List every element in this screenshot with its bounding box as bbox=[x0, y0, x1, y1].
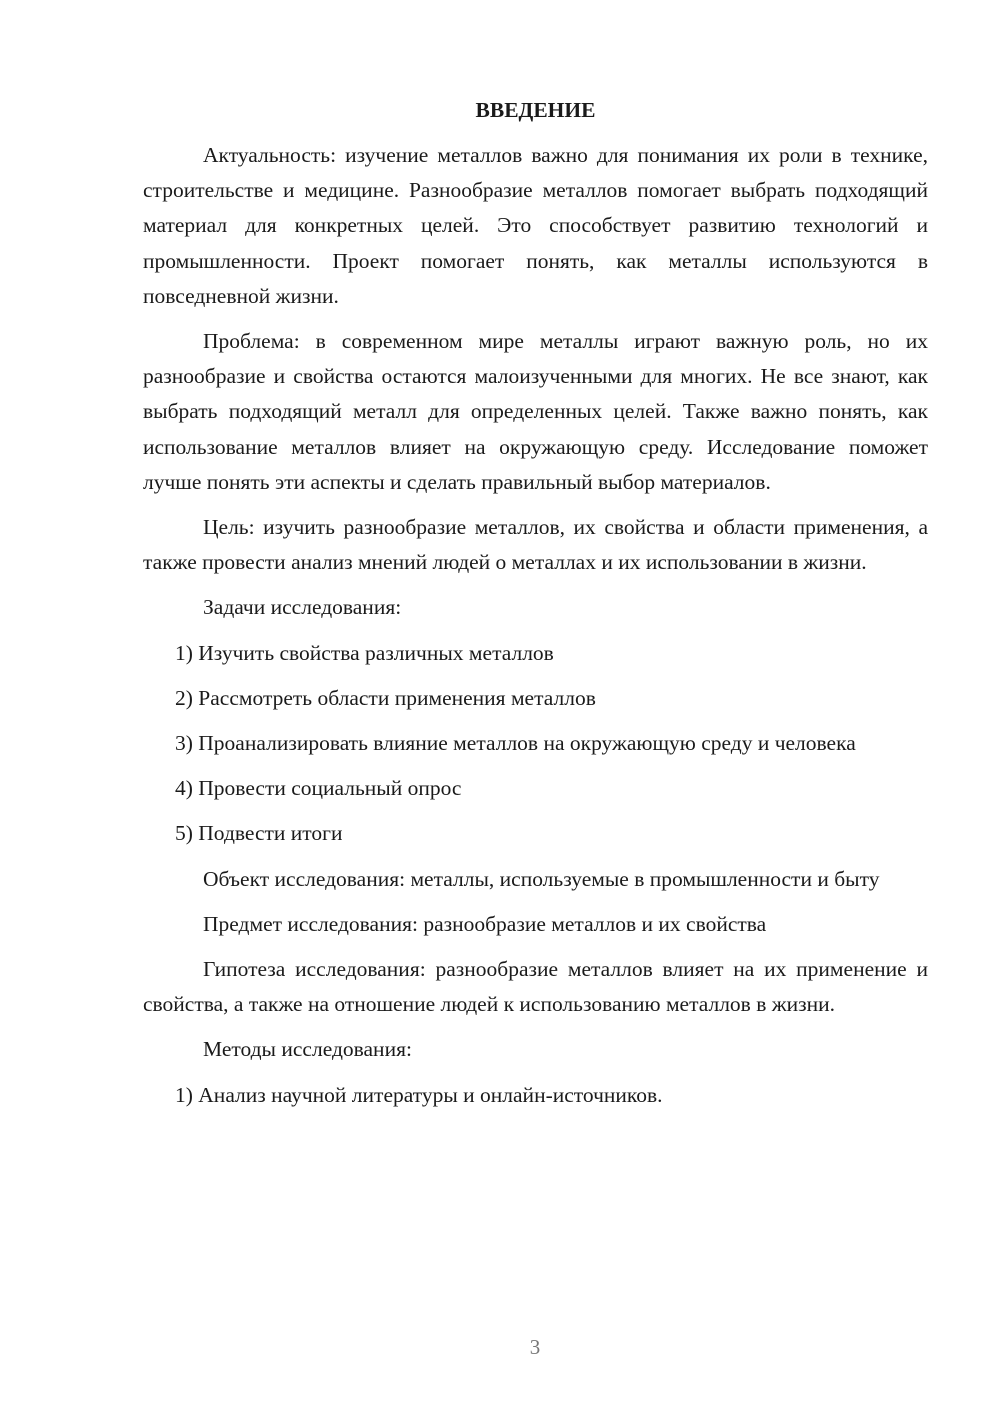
task-item-5: 5) Подвести итоги bbox=[175, 821, 343, 846]
goal-paragraph: Цель: изучить разнообразие металлов, их свойства и области применения, а также провести анализ мнений людей о металлах и их использовании в жизни. bbox=[143, 515, 928, 575]
document-body bbox=[143, 93, 928, 1123]
relevance-paragraph: Актуальность: изучение металлов важно для понимания их роли в технике, строительстве и медицине. Разнообразие металлов помогает выбрать подходящий материал для конкретных целей. Это способствует развитию технологий и промышленности. Проект помогает понять, как металлы используются в повседневной жизни. bbox=[143, 143, 928, 308]
research-subject: Предмет исследования: разнообразие металлов и их свойства bbox=[203, 911, 767, 936]
methods-title: Методы исследования: bbox=[203, 1037, 412, 1062]
tasks-title: Задачи исследования: bbox=[203, 595, 402, 620]
section-heading: ВВЕДЕНИЕ bbox=[475, 98, 596, 122]
method-item-1: 1) Анализ научной литературы и онлайн-источников. bbox=[175, 1082, 663, 1107]
task-item-4: 4) Провести социальный опрос bbox=[175, 776, 462, 801]
task-item-3: 3) Проанализировать влияние металлов на окружающую среду и человека bbox=[175, 731, 856, 756]
task-item-1: 1) Изучить свойства различных металлов bbox=[175, 640, 554, 665]
page-number: 3 bbox=[529, 1335, 541, 1359]
problem-paragraph: Проблема: в современном мире металлы играют важную роль, но их разнообразие и свойства остаются малоизученными для многих. Не все знают, как выбрать подходящий металл для определенных целей. Также важно понять, как использование металлов влияет на окружающую среду. Исследование поможет лучше понять эти аспекты и сделать правильный выбор материалов. bbox=[143, 329, 928, 494]
research-object: Объект исследования: металлы, используемые в промышленности и быту bbox=[203, 866, 880, 891]
research-hypothesis: Гипотеза исследования: разнообразие металлов влияет на их применение и свойства, а также на отношение людей к использованию металлов в жизни. bbox=[143, 957, 928, 1017]
task-item-2: 2) Рассмотреть области применения металлов bbox=[175, 685, 596, 710]
